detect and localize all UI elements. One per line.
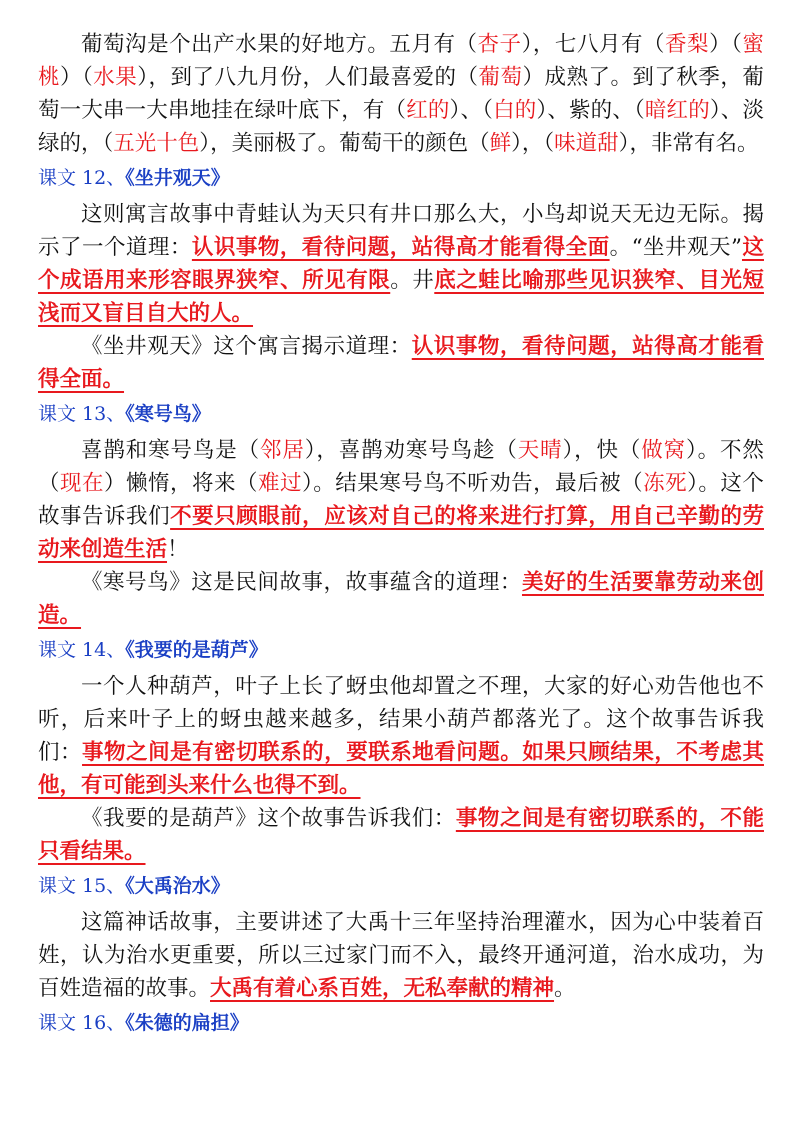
lesson-14-heading: 课文 14、《我要的是葫芦》 — [38, 639, 268, 661]
lesson-12-heading: 课文 12、《坐井观天》 — [38, 167, 230, 189]
blank-answer: 蜜桃 — [38, 32, 764, 90]
blank-answer: 现在 — [60, 471, 104, 496]
lesson-14-summary: 一个人种葫芦，叶子上长了蚜虫他却置之不理，大家的好心劝告他也不听，后来叶子上的蚜虫越来越多，结果小葫芦都落光了。这个故事告诉我们：事物之间是有密切联系的，要联系地看问题。如果只顾结果，不考虑其他，有可能到头来什么也得不到。 — [38, 674, 764, 798]
blank-answer: 邻居 — [259, 438, 305, 463]
key-point: 底之蛙比喻那些见识狭窄、目光短浅而又盲目自大的人。 — [38, 268, 764, 326]
key-point: 认识事物，看待问题，站得高才能看得全面 — [191, 235, 610, 260]
blank-answer: 鲜 — [489, 131, 512, 156]
blank-answer: 水果 — [93, 65, 138, 90]
key-point: 美好的生活要靠劳动来创造。 — [38, 570, 764, 628]
key-point: 这个成语用来形容眼界狭窄、所见有限 — [38, 235, 764, 293]
blank-answer: 香梨 — [665, 32, 710, 57]
blank-answer: 味道甜 — [554, 131, 619, 156]
blank-answer: 五光十色 — [113, 131, 200, 156]
blank-answer: 杏子 — [477, 32, 522, 57]
blank-answer: 白的 — [493, 98, 537, 123]
blank-answer: 葡萄 — [478, 65, 523, 90]
lesson-15-heading: 课文 15、《大禹治水》 — [38, 875, 230, 897]
lesson-14-moral: 《我要的是葫芦》这个故事告诉我们：事物之间是有密切联系的，不能只看结果。 — [38, 806, 764, 864]
lesson-16-heading: 课文 16、《朱德的扁担》 — [38, 1012, 249, 1034]
lesson-15-summary: 这篇神话故事，主要讲述了大禹十三年坚持治理灌水，因为心中装着百姓，认为治水更重要，所以三过家门而不入，最终开通河道，治水成功，为百姓造福的故事。大禹有着心系百姓，无私奉献的精神。 — [38, 910, 764, 1001]
document-page — [38, 28, 764, 1043]
lesson-13-summary: 喜鹊和寒号鸟是（邻居），喜鹊劝寒号鸟趁（天晴），快（做窝）。不然（现在）懒惰，将来（难过）。结果寒号鸟不听劝告，最后被（冻死）。这个故事告诉我们不要只顾眼前，应该对自己的将来进行打算，用自己辛勤的劳动来创造生活！ — [38, 438, 764, 562]
blank-answer: 天晴 — [517, 438, 563, 463]
blank-answer: 暗红的 — [644, 98, 710, 123]
key-point: 不要只顾眼前，应该对自己的将来进行打算，用自己辛勤的劳动来创造生活 — [38, 504, 764, 562]
blank-answer: 做窝 — [641, 438, 686, 463]
blank-answer: 红的 — [406, 98, 450, 123]
lesson-12-moral: 《坐井观天》这个寓言揭示道理：认识事物，看待问题，站得高才能看得全面。 — [38, 334, 764, 392]
key-point: 事物之间是有密切联系的，要联系地看问题。如果只顾结果，不考虑其他，有可能到头来什么也得不到。 — [38, 740, 764, 798]
blank-answer: 冻死 — [643, 471, 688, 496]
lesson-13-heading: 课文 13、《寒号鸟》 — [38, 403, 211, 425]
key-point: 大禹有着心系百姓，无私奉献的精神 — [210, 976, 555, 1001]
lesson-13-moral: 《寒号鸟》这是民间故事，故事蕴含的道理：美好的生活要靠劳动来创造。 — [38, 570, 764, 628]
key-point: 认识事物，看待问题，站得高才能看得全面。 — [38, 334, 764, 392]
intro-paragraph: 葡萄沟是个出产水果的好地方。五月有（杏子），七八月有（香梨）（蜜桃）（水果），到了八九月份，人们最喜爱的（葡萄）成熟了。到了秋季，葡萄一大串一大串地挂在绿叶底下，有（红的）、（白的）、紫的、（暗红的）、淡绿的，（五光十色），美丽极了。葡萄干的颜色（鲜），（味道甜），非常有名。 — [38, 32, 764, 156]
key-point: 事物之间是有密切联系的，不能只看结果。 — [38, 806, 764, 864]
lesson-12-summary: 这则寓言故事中青蛙认为天只有井口那么大，小鸟却说天无边无际。揭示了一个道理：认识事物，看待问题，站得高才能看得全面。“坐井观天”这个成语用来形容眼界狭窄、所见有限。井底之蛙比喻那些见识狭窄、目光短浅而又盲目自大的人。 — [38, 202, 764, 326]
blank-answer: 难过 — [257, 471, 302, 496]
